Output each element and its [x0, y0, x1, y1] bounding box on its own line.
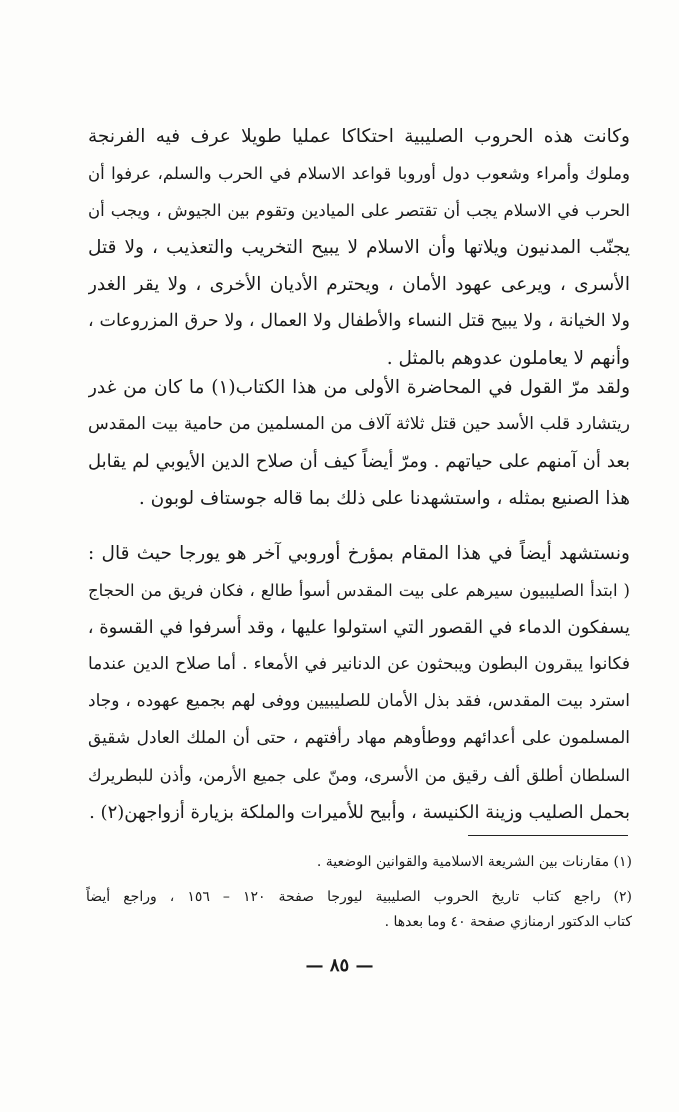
text-line: ريتشارد قلب الأسد حين قتل ثلاثة آلاف من المسلمين من حامية بيت المقدس [88, 414, 630, 434]
text-line: فكانوا يبقرون البطون ويبحثون عن الدنانير في الأمعاء . أما صلاح الدين عندما [88, 654, 630, 674]
text-line: السلطان أطلق ألف رقيق من الأسرى، ومنّ على جميع الأرمن، وأذن للبطريرك [88, 766, 630, 785]
text-line: وكانت هذه الحروب الصليبية احتكاكا عمليا طويلا عرف فيه الفرنجة [88, 126, 630, 147]
footnote-1: (١) مقارنات بين الشريعة الاسلامية والقوانين الوضعية . [316, 854, 632, 870]
text-line: استرد بيت المقدس، فقد بذل الأمان للصليبيين ووفى لهم بجميع عهوده ، وجاد [88, 691, 630, 711]
text-line: الحرب في الاسلام يجب أن تقتصر على الميادين وتقوم بين الجيوش ، ويجب أن [88, 201, 630, 220]
text-line: وأنهم لا يعاملون عدوهم بالمثل . [386, 348, 630, 369]
text-line: بعد أن آمنهم على حياتهم . ومرّ أيضاً كيف أن صلاح الدين الأيوبي لم يقابل [88, 451, 630, 472]
text-line: هذا الصنيع بمثله ، واستشهدنا على ذلك بما قاله جوستاف لوبون . [138, 488, 630, 509]
text-line: يسفكون الدماء في القصور التي استولوا عليها ، وقد أسرفوا في القسوة ، [88, 617, 630, 638]
footnote-separator [468, 835, 628, 836]
paragraph-iorga-quote [88, 535, 630, 831]
text-line: ولقد مرّ القول في المحاضرة الأولى من هذا الكتاب(١) ما كان من غدر [88, 377, 630, 398]
footnote-2-continuation: كتاب الدكتور ارمنازي صفحة ٤٠ وما بعدها . [384, 914, 632, 930]
text-line: بحمل الصليب وزينة الكنيسة ، وأبيح للأميرات والملكة بزيارة أزواجهن(٢) . [89, 802, 630, 823]
page-number: — ٨٥ — [305, 955, 374, 976]
paragraph-crusades-conduct [88, 118, 630, 377]
text-line: ونستشهد أيضاً في هذا المقام بمؤرخ أوروبي آخر هو يورجا حيث قال : [88, 543, 630, 564]
text-line: ( ابتدأ الصليبيون سيرهم على بيت المقدس أسوأ طالع ، فكان فريق من الحجاج [88, 581, 630, 600]
paragraph-richard-saladin [88, 369, 630, 517]
text-line: يجنّب المدنيون ويلاتها وأن الاسلام لا يبيح التخريب والتعذيب ، ولا قتل [88, 237, 630, 258]
text-line: المسلمون على أعدائهم ووطأوهم مهاد رأفتهم ، حتى أن الملك العادل شقيق [88, 728, 630, 748]
text-line: الأسرى ، ويرعى عهود الأمان ، ويحترم الأديان الأخرى ، ولا يقر الغدر [88, 274, 630, 295]
text-line: وملوك وأمراء وشعوب دول أوروبا قواعد الاسلام في الحرب والسلم، عرفوا أن [88, 164, 630, 183]
text-line: ولا الخيانة ، ولا يبيح قتل النساء والأطفال ولا العمال ، ولا حرق المزروعات ، [88, 311, 630, 331]
footnote-2: (٢) راجع كتاب تاريخ الحروب الصليبية ليورجا صفحة ١٢٠ – ١٥٦ ، وراجع أيضاً [86, 889, 632, 905]
footnotes [86, 850, 632, 935]
